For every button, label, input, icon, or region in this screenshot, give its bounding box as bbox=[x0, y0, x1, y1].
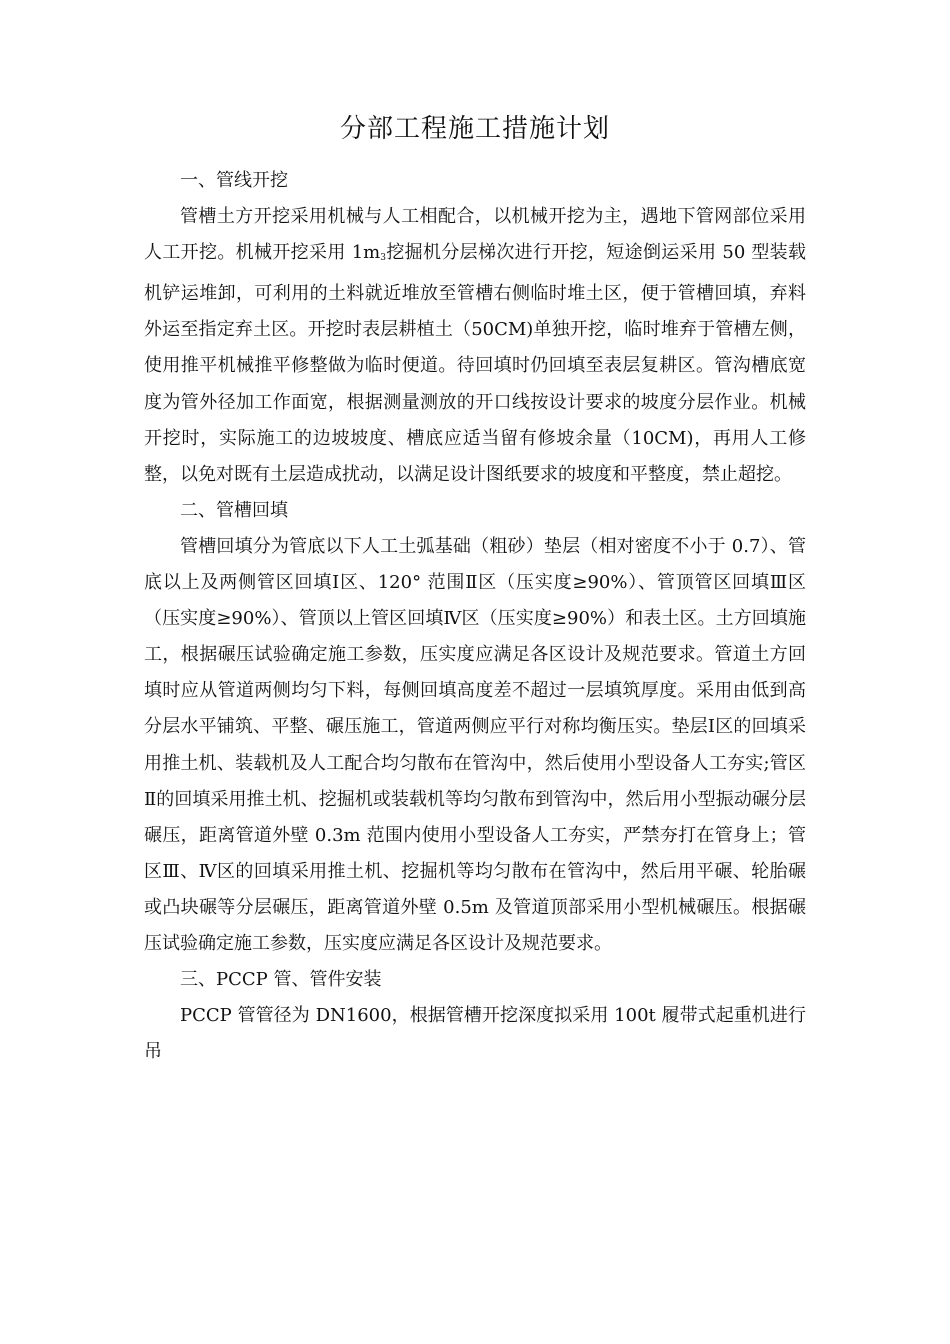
document-title: 分部工程施工措施计划 bbox=[339, 114, 610, 144]
paragraph-text: 管槽土方开挖采用机械与人工相配合，以机械开挖为主，遇地下管网部位采用人工开挖。机械开挖采用 1m bbox=[144, 206, 806, 264]
unit-superscript: 3 bbox=[380, 253, 386, 264]
section-paragraph-pccp-install: PCCP 管管径为 DN1600，根据管槽开挖深度拟采用 100t 履带式起重机进行吊 bbox=[144, 1005, 806, 1063]
paragraph-text: 挖掘机分层梯次进行开挖，短途倒运采用 50 型装载机铲运堆卸，可利用的土料就近堆放至管槽右侧临时堆土区，便于管槽回填，弃料外运至指定弃土区。开挖时表层耕植土（50CM)单独开挖，临时堆弃于管槽左侧，使用推平机械推平修整做为临时便道。待回填时仍回填至表层复耕区。管沟槽底宽度为管外径加工作面宽，根据测量测放的开口线按设计要求的坡度分层作业。机械开挖时，实际施工的边坡坡度、槽底应适当留有修坡余量（10CM)，再用人工修整，以免对既有土层造成扰动，以满足设计图纸要求的坡度和平整度，禁止超挖。 bbox=[144, 242, 806, 485]
document-body bbox=[144, 163, 806, 1070]
section-heading-excavation: 一、管线开挖 bbox=[180, 170, 288, 191]
section-paragraph-excavation bbox=[144, 199, 806, 493]
section-heading-pccp-install: 三、PCCP 管、管件安装 bbox=[180, 969, 382, 991]
section-paragraph-backfill: 管槽回填分为管底以下人工土弧基础（粗砂）垫层（相对密度不小于 0.7）、管底以上及两侧管区回填Ⅰ区、120° 范围Ⅱ区（压实度≥90%）、管顶管区回填Ⅲ区（压实度≥90%）、管顶以上管区回填Ⅳ区（压实度≥90%）和表土区。土方回填施工，根据碾压试验确定施工参数，压实度应满足各区设计及规范要求。管道土方回填时应从管道两侧均匀下料，每侧回填高度差不超过一层填筑厚度。采用由低到高分层水平铺筑、平整、碾压施工，管道两侧应平行对称均衡压实。垫层Ⅰ区的回填采用推土机、装载机及人工配合均匀散布在管沟中，然后使用小型设备人工夯实;管区Ⅱ的回填采用推土机、挖掘机或装载机等均匀散布到管沟中，然后用小型振动碾分层碾压，距离管道外壁 0.3m 范围内使用小型设备人工夯实，严禁夯打在管身上；管区Ⅲ、Ⅳ区的回填采用推土机、挖掘机等均匀散布在管沟中，然后用平碾、轮胎碾或凸块碾等分层碾压，距离管道外壁 0.5m 及管道顶部采用小型机械碾压。根据碾压试验确定施工参数，压实度应满足各区设计及规范要求。 bbox=[144, 535, 806, 954]
section-heading-backfill: 二、管槽回填 bbox=[180, 499, 288, 521]
